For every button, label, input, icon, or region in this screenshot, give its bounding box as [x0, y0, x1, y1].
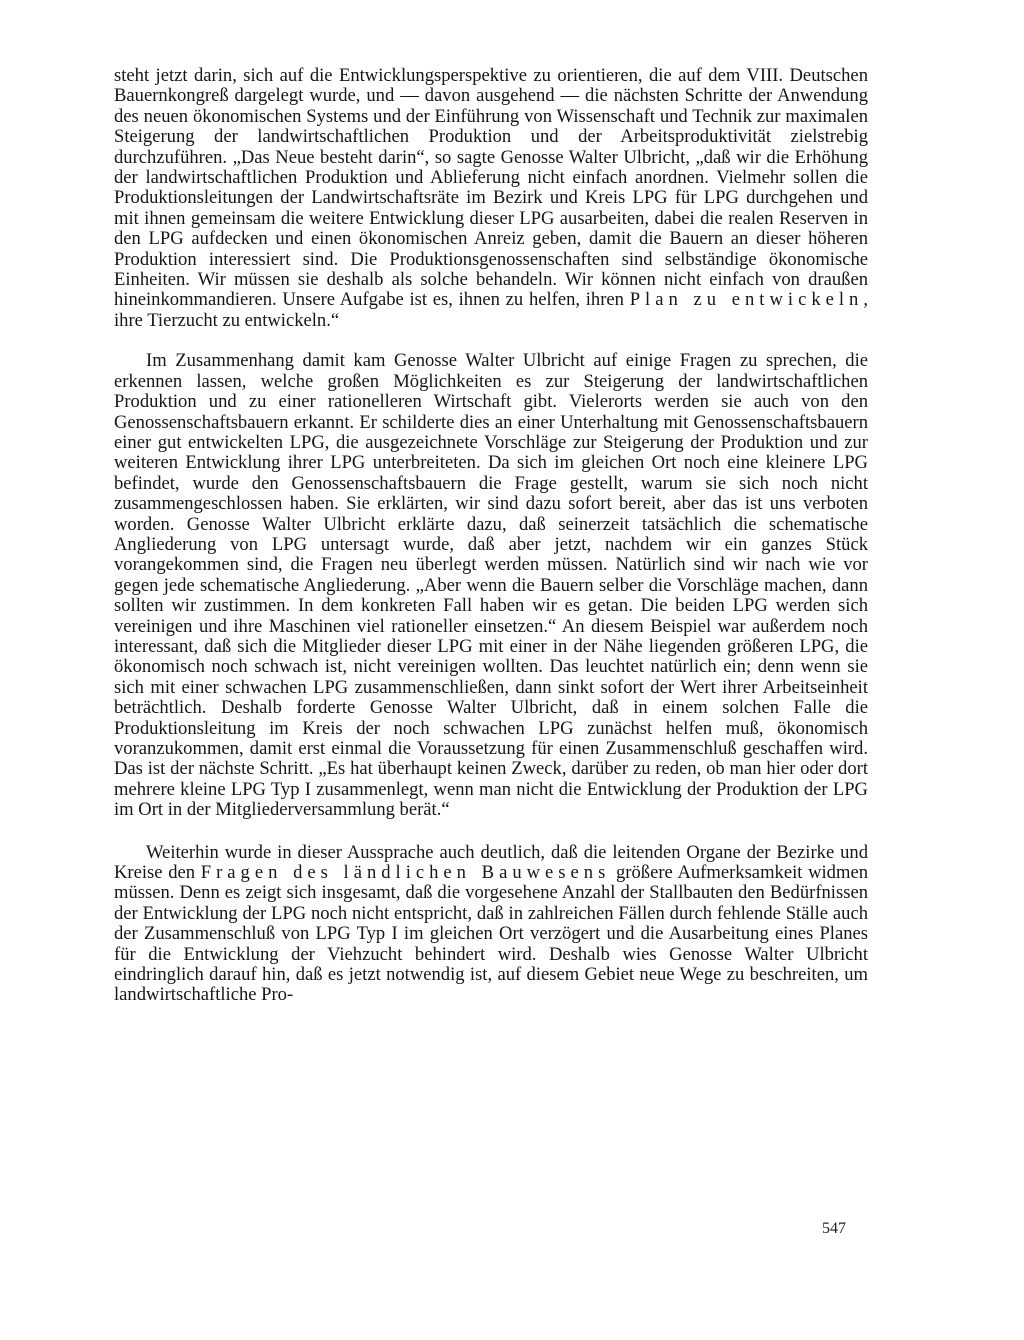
- paragraph-2: [114, 351, 868, 820]
- paragraph-1-text-a: steht jetzt darin, sich auf die Entwicklungsperspektive zu orientieren, die auf dem VIII. Deutschen Bauernkongreß dargelegt wurde, und — davon ausgehend — die nächsten Schritte der Anwendung des neuen ökonomischen Systems und der Einführung von Wissenschaft und Technik zur maximalen Steigerung der landwirtschaftlichen Produktion und der Arbeitsproduktivität zielstrebig durchzuführen. „Das Neue besteht darin“, so sagte Genosse Walter Ulbricht, „daß wir die Erhöhung der landwirtschaftlichen Produktion und Ablieferung nicht einfach anordnen. Vielmehr sollen die Produktionsleitungen der Landwirtschaftsräte im Bezirk und Kreis LPG für LPG durchgehen und mit ihnen gemeinsam die weitere Entwicklung dieser LPG ausarbeiten, dabei die realen Reserven in den LPG aufdecken und einen ökonomischen Anreiz geben, damit die Bauern an dieser höheren Produktion interessiert sind. Die Produktionsgenossenschaften sind selbständige ökonomische Einheiten. Wir müssen sie deshalb als solche behandeln. Wir können nicht einfach von draußen hineinkommandieren. Unsere Aufgabe ist es, ihnen zu helfen, ihren: [114, 65, 868, 311]
- page-body: [114, 66, 868, 1006]
- paragraph-3-text-a: Weiterhin wurde in dieser Aussprache auch deutlich, daß die leitenden Organe der Bezirke und Kreise den: [114, 841, 868, 884]
- paragraph-1-text-b: , ihre Tierzucht zu entwickeln.“: [114, 289, 868, 331]
- paragraph-2-text: Im Zusammenhang damit kam Genosse Walter Ulbricht auf einige Fragen zu sprechen, die erkennen lassen, welche großen Möglichkeiten es zur Steigerung der landwirtschaftlichen Produktion und zu einer rationelleren Wirtschaft gibt. Vielerorts werden sie auch von den Genossenschaftsbauern erkannt. Er schilderte dies an einer Unterhaltung mit Genossenschaftsbauern einer gut entwickelten LPG, die ausgezeichnete Vorschläge zur Steigerung der Produktion und zur weiteren Entwicklung ihrer LPG unterbreiteten. Da sich im gleichen Ort noch eine kleinere LPG befindet, wurde den Genossenschaftsbauern die Frage gestellt, warum sie sich noch nicht zusammengeschlossen haben. Sie erklärten, wir sind dazu sofort bereit, aber das ist uns verboten worden. Genosse Walter Ulbricht erklärte dazu, daß seinerzeit tatsächlich die schematische Angliederung von LPG untersagt wurde, daß aber jetzt, nachdem wir ein ganzes Stück vorangekommen sind, die Fragen neu überlegt werden müssen. Natürlich sind wir nach wie vor gegen jede schematische Angliederung. „Aber wenn die Bauern selber die Vorschläge machen, dann sollten wir zustimmen. In dem konkreten Fall haben wir es getan. Die beiden LPG werden sich vereinigen und ihre Maschinen viel rationeller einsetzen.“ An diesem Beispiel war außerdem noch interessant, daß sich die Mitglieder dieser LPG mit einer in der Nähe liegenden größeren LPG, die ökonomisch noch schwach ist, nicht vereinigen wollten. Das leuchtet natürlich ein; denn wenn sie sich mit einer schwachen LPG zusammenschließen, dann sinkt sofort der Wert ihrer Arbeitseinheit beträchtlich. Deshalb forderte Genosse Walter Ulbricht, daß in einem solchen Falle die Produktionsleitung im Kreis der noch schwachen LPG zunächst helfen muß, ökonomisch voranzukommen, damit erst einmal die Voraussetzung für einen Zusammenschluß geschaffen wird. Das ist der nächste Schritt. „Es hat überhaupt keinen Zweck, darüber zu reden, ob man hier oder dort mehrere kleine LPG Typ I zusammenlegt, wenn man nicht die Entwicklung der Produktion der LPG im Ort in der Mitgliederversammlung berät.“: [114, 350, 868, 821]
- paragraph-1-spaced-text: Plan zu entwickeln: [629, 289, 864, 311]
- paragraph-3: [114, 843, 868, 1006]
- paragraph-1: [114, 66, 868, 331]
- paragraph-3-text-b: größere Aufmerksamkeit widmen müssen. Denn es zeigt sich insgesamt, daß die vorgesehene Anzahl der Stallbauten den Bedürfnissen der Entwicklung der LPG noch nicht entspricht, daß in zahlreichen Fällen durch fehlende Ställe auch der Zusammenschluß von LPG Typ I im gleichen Ort verzögert und die Ausarbeitung eines Planes für die Entwicklung der Viehzucht behindert wird. Deshalb wies Genosse Walter Ulbricht eindringlich darauf hin, daß es jetzt notwendig ist, auf diesem Gebiet neue Wege zu beschreiten, um landwirtschaftliche Pro-: [114, 862, 868, 1006]
- paragraph-3-spaced-text: Fragen des ländlichen Bauwesens: [200, 862, 611, 884]
- page-number: 547: [822, 1220, 846, 1237]
